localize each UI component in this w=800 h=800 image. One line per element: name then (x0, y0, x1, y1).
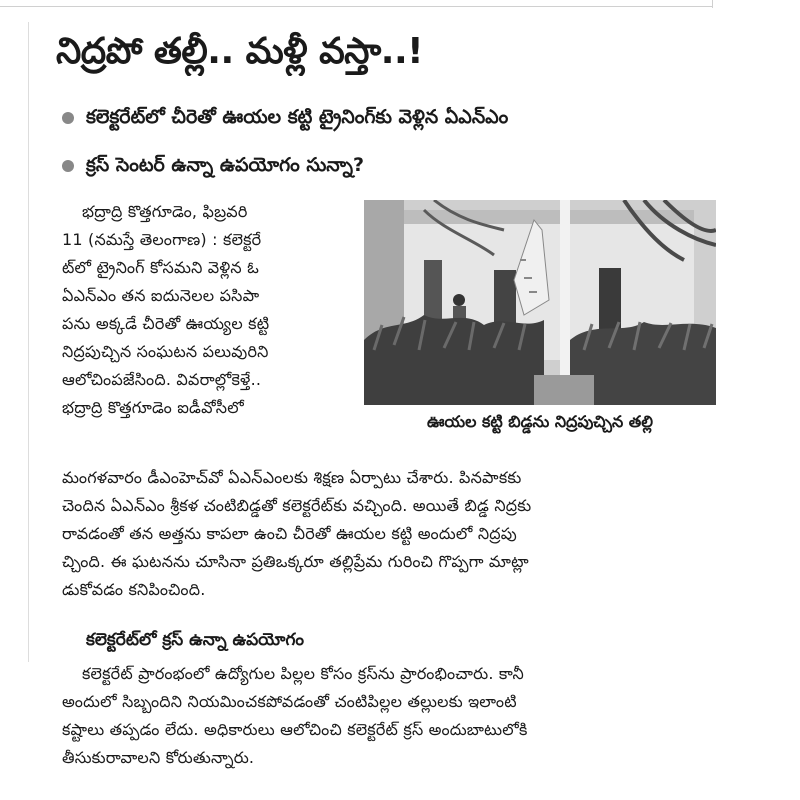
bullet-text: కలెక్టరేట్‌లో చీరెతో ఊయల కట్టి ట్రైనింగ్‌కు వెళ్లిన ఏఎన్‌ఎం (86, 106, 509, 128)
bullet-point (62, 102, 712, 132)
bullet-point (62, 150, 712, 180)
top-right-divider (712, 0, 713, 8)
body-line: భద్రాద్రి కొత్తగూడెం, ఫిబ్రవరి (82, 202, 248, 221)
body-line: రావడంతో తన అత్తను కాపలా ఉంచి చీరెతో ఊయల కట్టి అందులో నిద్రపు (62, 524, 517, 543)
body-line: ఏఎన్‌ఎం తన ఐదునెలల పసిపా (62, 286, 260, 305)
news-photo (364, 200, 716, 405)
body-line: 11 (నమస్తే తెలంగాణ) : కలెక్టరే (62, 230, 262, 249)
body-line: డుకోవడం కనిపించింది. (62, 580, 206, 599)
headline: నిద్రపో తల్లీ.. మళ్లీ వస్తా..! (56, 31, 424, 72)
bullet-dot-icon (62, 112, 74, 124)
body-line: చ్చింది. ఈ ఘటనను చూసినా ప్రతిఒక్కరూ తల్లిప్రేమ గురించి గొప్పగా మాట్లా (62, 552, 529, 571)
body-line: కలెక్టరేట్ ప్రారంభంలో ఉద్యోగుల పిల్లల కోసం క్రస్‌ను ప్రారంభించారు. కానీ (82, 664, 524, 683)
body-line: నిద్రపుచ్చిన సంఘటన పలువురిని (62, 342, 269, 361)
body-line: చెందిన ఏఎన్‌ఎం శ్రీకళ చంటిబిడ్డతో కలెక్టరేట్‌కు వచ్చింది. అయితే బిడ్డ నిద్రకు (62, 496, 532, 515)
body-line: తీసుకురావాలని కోరుతున్నారు. (62, 748, 255, 767)
body-line: ట్‌లో ట్రైనింగ్ కోసమని వెళ్లిన ఓ (62, 258, 259, 277)
body-line: అందులో సిబ్బందిని నియమించకపోవడంతో చంటిపిల్లల తల్లులకు ఇలాంటి (62, 692, 517, 711)
body-line: మంగళవారం డీఎంహెచ్‌వో ఏఎన్‌ఎంలకు శిక్షణ ఏర్పాటు చేశారు. పినపాకకు (62, 468, 522, 487)
top-divider (0, 6, 712, 7)
subheading: కలెక్టరేట్‌లో క్రస్ ఉన్నా ఉపయోగం (86, 630, 305, 650)
body-line: కష్టాలు తప్పడం లేదు. అధికారులు ఆలోచించి కలెక్టరేట్ క్రస్ అందుబాటులోకి (62, 720, 528, 739)
left-column-divider (28, 22, 29, 662)
bullet-dot-icon (62, 160, 74, 172)
body-line: పను అక్కడే చీరెతో ఊయ్యల కట్టి (62, 314, 270, 333)
bullet-text: క్రస్ సెంటర్ ఉన్నా ఉపయోగం సున్నా? (86, 154, 365, 176)
body-line: ఆలోచింపజేసింది. వివరాల్లోకెళ్తే.. (62, 370, 262, 389)
photo-caption: ఊయల కట్టి బిడ్డను నిద్రపుచ్చిన తల్లి (427, 412, 653, 431)
body-line: భద్రాద్రి కొత్తగూడెం ఐడీవోసీలో (62, 398, 244, 417)
